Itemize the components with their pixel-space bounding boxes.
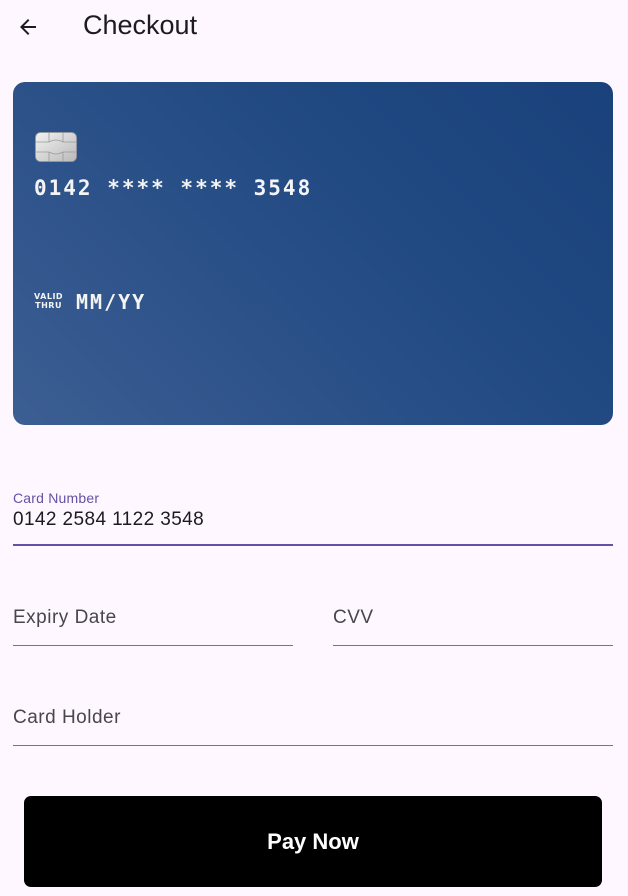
card-number-underline xyxy=(13,544,613,546)
card-holder-field[interactable] xyxy=(13,690,613,746)
card-number-field[interactable] xyxy=(13,490,613,546)
cvv-placeholder[interactable]: CVV xyxy=(333,607,374,628)
sim-chip-icon xyxy=(35,132,77,162)
card-holder-placeholder[interactable]: Card Holder xyxy=(13,707,121,728)
card-number-display: 0142 **** **** 3548 xyxy=(34,176,313,200)
card-expiry-display: MM/YY xyxy=(76,290,147,314)
card-number-input[interactable]: 0142 2584 1122 3548 xyxy=(13,509,205,530)
page-title: Checkout xyxy=(83,10,198,40)
card-number-label: Card Number xyxy=(13,490,100,506)
expiry-date-field[interactable] xyxy=(13,590,293,646)
valid-thru-label xyxy=(34,292,63,310)
pay-now-label: Pay Now xyxy=(267,828,359,854)
card-holder-underline xyxy=(13,745,613,746)
back-button[interactable] xyxy=(8,7,48,47)
arrow-back-icon xyxy=(16,15,40,39)
valid-thru-line1: VALID xyxy=(34,292,64,301)
pay-now-button[interactable] xyxy=(24,796,602,887)
credit-card-preview xyxy=(13,82,613,425)
expiry-date-placeholder[interactable]: Expiry Date xyxy=(13,607,117,628)
cvv-underline xyxy=(333,645,613,646)
cvv-field[interactable] xyxy=(333,590,613,646)
valid-thru-line2: THRU xyxy=(35,301,62,310)
expiry-date-underline xyxy=(13,645,293,646)
app-bar xyxy=(0,0,628,54)
